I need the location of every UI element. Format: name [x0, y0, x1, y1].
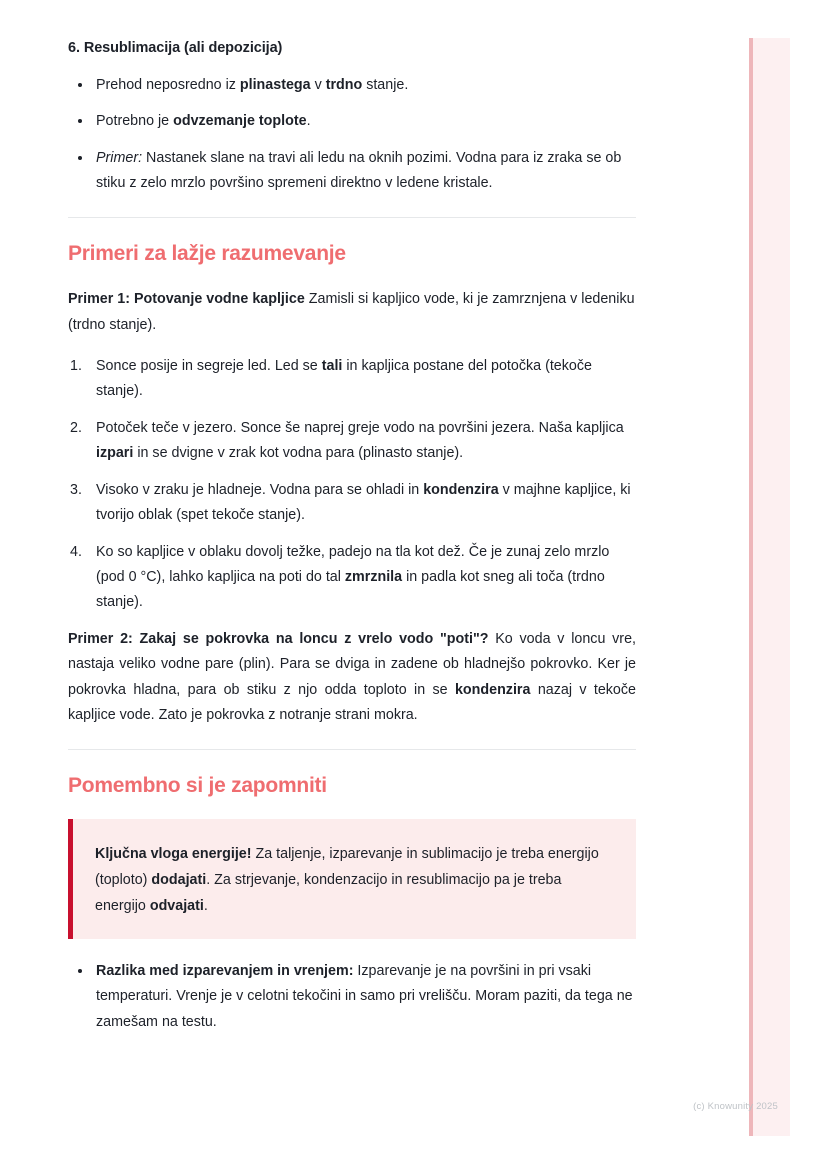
page-edge-band-rule — [749, 38, 753, 1136]
section-title-resublimacija: 6. Resublimacija (ali depozicija) — [68, 40, 283, 56]
step-text-post: v majhne kapljice, ki tvorijo oblak (spet tekoče stanje). — [96, 481, 631, 524]
key-info-callout — [68, 819, 636, 939]
bullet-text-bold-1: odvzemanje toplote — [173, 113, 307, 130]
callout-paragraph — [95, 841, 610, 919]
step-text-pre: Visoko v zraku je hladneje. Vodna para se ohladi in — [96, 481, 424, 498]
step-text-bold: kondenzira — [423, 481, 499, 498]
resublimacija-bullet-list — [68, 73, 636, 197]
list-item — [68, 146, 636, 197]
callout-bold-2: odvajati — [149, 897, 204, 914]
list-item — [68, 109, 636, 134]
heading-pomembno: Pomembno si je zapomniti — [68, 773, 327, 797]
heading-primeri: Primeri za lažje razumevanje — [68, 241, 346, 265]
bullet-text-pre: Prehod neposredno iz — [96, 77, 240, 94]
list-item — [68, 354, 636, 405]
bullet-text-bold-2: trdno — [325, 77, 363, 94]
step-text-pre: Ko so kapljice v oblaku dovolj težke, padejo na tla kot dež. Če je zunaj zelo mrzlo (pod 0 °C), lahko kapljica na poti do tal — [96, 543, 610, 585]
list-item — [68, 73, 636, 98]
footer-copyright: (c) Knowunity 2025 — [693, 1101, 778, 1112]
step-text-bold: tali — [321, 357, 343, 374]
primer-2-part-2: nazaj v tekoče kapljice vode. Zato je pokrovka z notranje strani mokra. — [68, 681, 636, 724]
primer-1-lead: Primer 1: Potovanje vodne kapljice — [68, 291, 305, 308]
bullet-text-mid: v — [310, 77, 326, 94]
callout-part-2: . Za strjevanje, kondenzacijo in resublimacijo pa je treba energijo — [95, 871, 562, 914]
page-edge-band — [749, 38, 790, 1136]
step-text-pre: Potoček teče v jezero. Sonce še naprej greje vodo na površini jezera. Naša kapljica — [96, 419, 624, 436]
list-item — [68, 478, 636, 529]
document-content — [68, 38, 636, 1046]
remember-bullet-lead: Razlika med izparevanjem in vrenjem: — [96, 962, 354, 979]
remember-bullet-list — [68, 959, 636, 1035]
bullet-text-pre: Nastanek slane na travi ali ledu na oknih pozimi. Vodna para iz zraka se ob stiku z zelo mrzlo površino spremeni direktno v ledene kristale. — [96, 149, 622, 192]
callout-part-1: Za taljenje, izparevanje in sublimacijo je treba energijo (toploto) — [95, 845, 599, 888]
step-text-pre: Sonce posije in segreje led. Led se — [96, 357, 322, 374]
bullet-lead-italic: Primer: — [96, 149, 143, 166]
paragraph-primer-1-intro — [68, 287, 636, 338]
step-text-post: in kapljica postane del potočka (tekoče stanje). — [96, 357, 592, 400]
list-item — [68, 416, 636, 467]
section-divider-1 — [68, 217, 636, 218]
primer-2-lead: Primer 2: Zakaj se pokrovka na loncu z vrelo vodo "poti"? — [68, 630, 489, 647]
primer-1-body: Zamisli si kapljico vode, ki je zamrznjena v ledeniku (trdno stanje). — [68, 291, 635, 333]
step-text-post: in padla kot sneg ali toča (trdno stanje). — [96, 569, 605, 611]
bullet-text-bold-1: plinastega — [239, 77, 311, 94]
callout-lead: Ključna vloga energije! — [95, 845, 252, 862]
bullet-text-post: stanje. — [362, 77, 409, 94]
primer-1-steps — [68, 354, 636, 616]
primer-2-part-1: Ko voda v loncu vre, nastaja veliko vodne pare (plin). Para se dviga in zadene ob hladnejšo pokrovko. Ker je pokrovka hladna, para ob stiku z njo odda toploto in se — [68, 630, 636, 698]
callout-part-3: . — [203, 897, 208, 914]
list-item — [68, 959, 636, 1035]
primer-2-bold: kondenzira — [454, 681, 531, 698]
callout-bold-1: dodajati — [151, 871, 207, 888]
bullet-text-pre: Potrebno je — [96, 113, 174, 130]
section-divider-2 — [68, 749, 636, 750]
paragraph-primer-2 — [68, 627, 636, 729]
step-text-bold: zmrznila — [344, 569, 403, 585]
list-item — [68, 540, 636, 616]
remember-bullet-body: Izparevanje je na površini in pri vsaki temperaturi. Vrenje je v celotni tekočini in samo pri vrelišču. Moram paziti, da tega ne zamešam na testu. — [96, 962, 633, 1030]
step-text-post: in se dvigne v zrak kot vodna para (plinasto stanje). — [133, 445, 464, 462]
bullet-text-post: . — [306, 113, 311, 130]
step-text-bold: izpari — [96, 445, 134, 462]
